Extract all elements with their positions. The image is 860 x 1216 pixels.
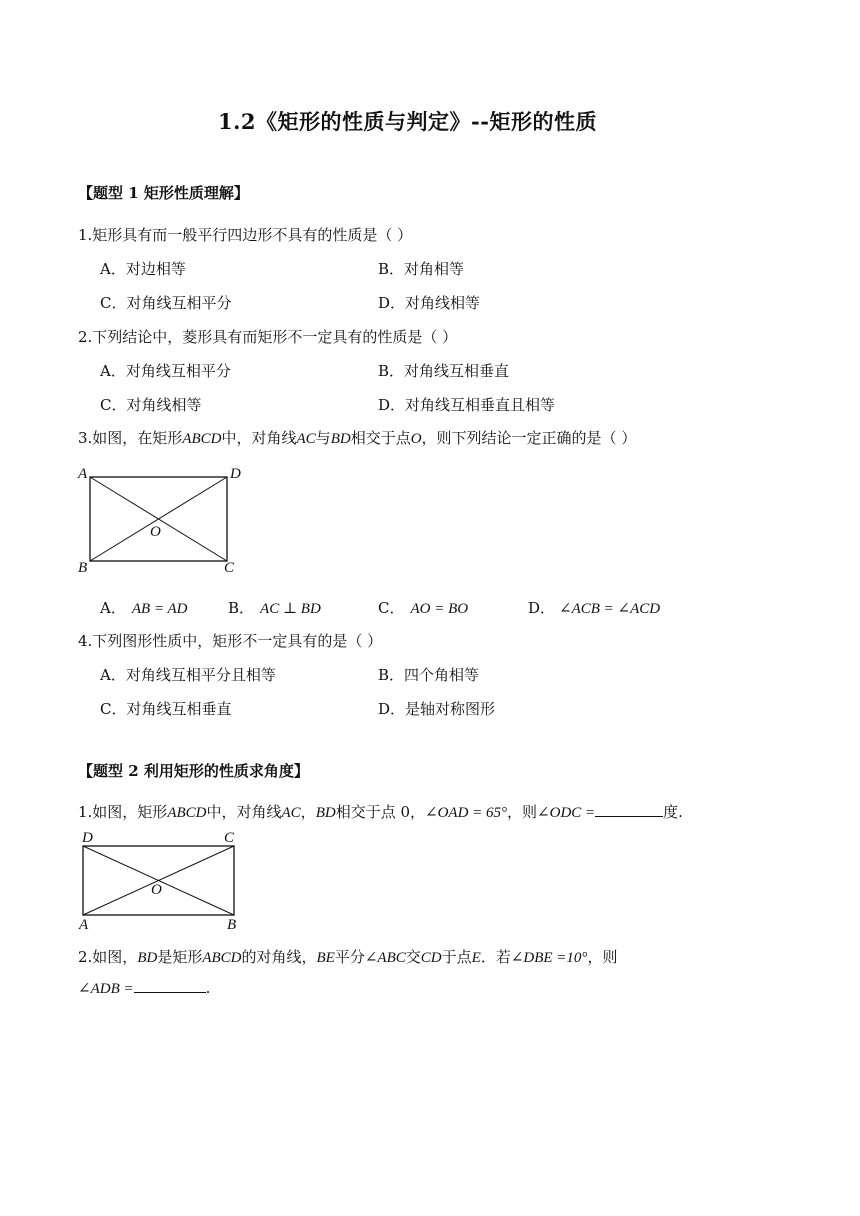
figure2-label-d: D bbox=[82, 830, 93, 846]
question-1-1-option-b: B．对角相等 bbox=[378, 260, 465, 278]
rectangle-figure-1 bbox=[74, 460, 254, 580]
question-1-3-option-b: B． AC ⊥ BD bbox=[228, 599, 321, 617]
question-1-1-option-a: A．对边相等 bbox=[100, 260, 186, 278]
question-1-2-option-d: D．对角线互相垂直且相等 bbox=[378, 396, 556, 414]
question-1-4-stem: 4.下列图形性质中，矩形不一定具有的是（ ） bbox=[78, 632, 383, 650]
question-2-2-continuation: ∠ADB = . bbox=[78, 979, 211, 997]
question-1-3-option-c: C． AO = BO bbox=[378, 599, 469, 617]
section-heading-1: 【题型 1 矩形性质理解】 bbox=[78, 184, 249, 202]
figure-label-d: D bbox=[230, 466, 241, 482]
question-1-1-option-d: D．对角线相等 bbox=[378, 294, 481, 312]
question-1-3-option-d: D． ∠ACB = ∠ACD bbox=[528, 599, 661, 617]
question-1-2-option-a: A．对角线互相平分 bbox=[100, 362, 231, 380]
question-1-4-option-a: A．对角线互相平分且相等 bbox=[100, 666, 276, 684]
question-1-4-option-d: D．是轴对称图形 bbox=[378, 700, 496, 718]
question-1-4-option-b: B．四个角相等 bbox=[378, 666, 480, 684]
question-1-1-stem: 1.矩形具有而一般平行四边形不具有的性质是（ ） bbox=[78, 226, 413, 244]
section-heading-2: 【题型 2 利用矩形的性质求角度】 bbox=[78, 762, 309, 780]
figure-label-b: B bbox=[78, 560, 88, 576]
page-title: 1.2《矩形的性质与判定》--矩形的性质 bbox=[218, 109, 597, 134]
question-1-1-option-c: C．对角线互相平分 bbox=[100, 294, 232, 312]
math-abcd: ABCD bbox=[182, 431, 222, 447]
figure2-label-c: C bbox=[224, 830, 235, 846]
figure2-label-b: B bbox=[227, 917, 237, 933]
math-o: O bbox=[410, 431, 422, 447]
answer-blank-2[interactable] bbox=[134, 978, 206, 993]
question-2-2-stem: 2.如图，BD是矩形ABCD的对角线，BE平分∠ABC交CD于点E．若∠DBE =10°，则 bbox=[78, 948, 618, 966]
question-1-3-stem: 3.如图，在矩形ABCD中，对角线AC与BD相交于点O，则下列结论一定正确的是（ ） bbox=[78, 429, 637, 447]
figure-label-c: C bbox=[224, 560, 235, 576]
question-1-4-option-c: C．对角线互相垂直 bbox=[100, 700, 232, 718]
math-ac: AC bbox=[296, 431, 316, 447]
math-bd: BD bbox=[330, 431, 351, 447]
answer-blank-1[interactable] bbox=[595, 802, 663, 817]
rectangle-figure-2 bbox=[74, 826, 254, 934]
figure-label-a: A bbox=[78, 466, 88, 482]
question-1-2-stem: 2.下列结论中，菱形具有而矩形不一定具有的性质是（ ） bbox=[78, 328, 458, 346]
figure2-label-a: A bbox=[79, 917, 89, 933]
question-2-1-stem: 1.如图，矩形ABCD中，对角线AC，BD相交于点 0，∠OAD = 65°，则∠ODC = 度. bbox=[78, 803, 683, 821]
question-1-3-option-a: A． AB = AD bbox=[100, 599, 188, 617]
figure2-label-o: O bbox=[151, 882, 162, 898]
question-1-2-option-b: B．对角线互相垂直 bbox=[378, 362, 510, 380]
figure-label-o: O bbox=[150, 524, 161, 540]
question-1-2-option-c: C．对角线相等 bbox=[100, 396, 202, 414]
